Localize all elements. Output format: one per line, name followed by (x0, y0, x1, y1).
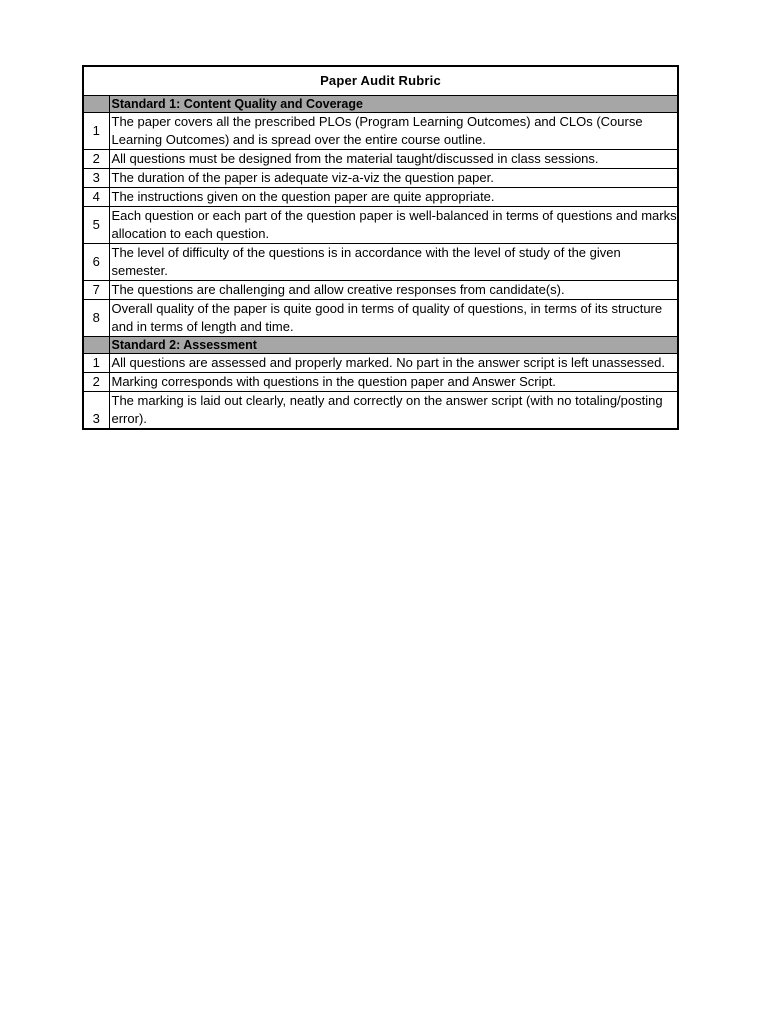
page-title: Paper Audit Rubric (83, 66, 678, 96)
standard-heading: Standard 1: Content Quality and Coverage (109, 96, 678, 113)
table-row (83, 113, 678, 150)
item-number: 7 (83, 281, 109, 300)
item-text: All questions must be designed from the material taught/discussed in class sessions. (109, 150, 678, 169)
table-row (83, 354, 678, 373)
table-row (83, 244, 678, 281)
title-row (83, 66, 678, 96)
item-number: 6 (83, 244, 109, 281)
table-row (83, 188, 678, 207)
item-text: The level of difficulty of the questions is in accordance with the level of study of the given semester. (109, 244, 678, 281)
item-text: Each question or each part of the question paper is well-balanced in terms of questions and marks allocation to each question. (109, 207, 678, 244)
item-number: 3 (83, 392, 109, 430)
item-text: The marking is laid out clearly, neatly and correctly on the answer script (with no totaling/posting error). (109, 392, 678, 430)
item-text: The paper covers all the prescribed PLOs (Program Learning Outcomes) and CLOs (Course Learning Outcomes) and is spread over the entire course outline. (109, 113, 678, 150)
table-row (83, 150, 678, 169)
table-row (83, 373, 678, 392)
standard-heading-row (83, 337, 678, 354)
item-number: 8 (83, 300, 109, 337)
standard-heading: Standard 2: Assessment (109, 337, 678, 354)
standard-number-cell (83, 337, 109, 354)
table-row (83, 281, 678, 300)
table-row (83, 300, 678, 337)
item-number: 3 (83, 169, 109, 188)
item-number: 1 (83, 113, 109, 150)
item-text: The questions are challenging and allow creative responses from candidate(s). (109, 281, 678, 300)
item-number: 2 (83, 373, 109, 392)
item-text: Marking corresponds with questions in the question paper and Answer Script. (109, 373, 678, 392)
standard-number-cell (83, 96, 109, 113)
table-row (83, 392, 678, 430)
item-text: Overall quality of the paper is quite good in terms of quality of questions, in terms of its structure and in terms of length and time. (109, 300, 678, 337)
rubric-table (82, 65, 679, 430)
standard-heading-row (83, 96, 678, 113)
item-text: The duration of the paper is adequate viz-a-viz the question paper. (109, 169, 678, 188)
item-number: 4 (83, 188, 109, 207)
item-text: The instructions given on the question paper are quite appropriate. (109, 188, 678, 207)
table-row (83, 169, 678, 188)
item-number: 1 (83, 354, 109, 373)
item-text: All questions are assessed and properly marked. No part in the answer script is left unassessed. (109, 354, 678, 373)
item-number: 2 (83, 150, 109, 169)
item-number: 5 (83, 207, 109, 244)
table-row (83, 207, 678, 244)
